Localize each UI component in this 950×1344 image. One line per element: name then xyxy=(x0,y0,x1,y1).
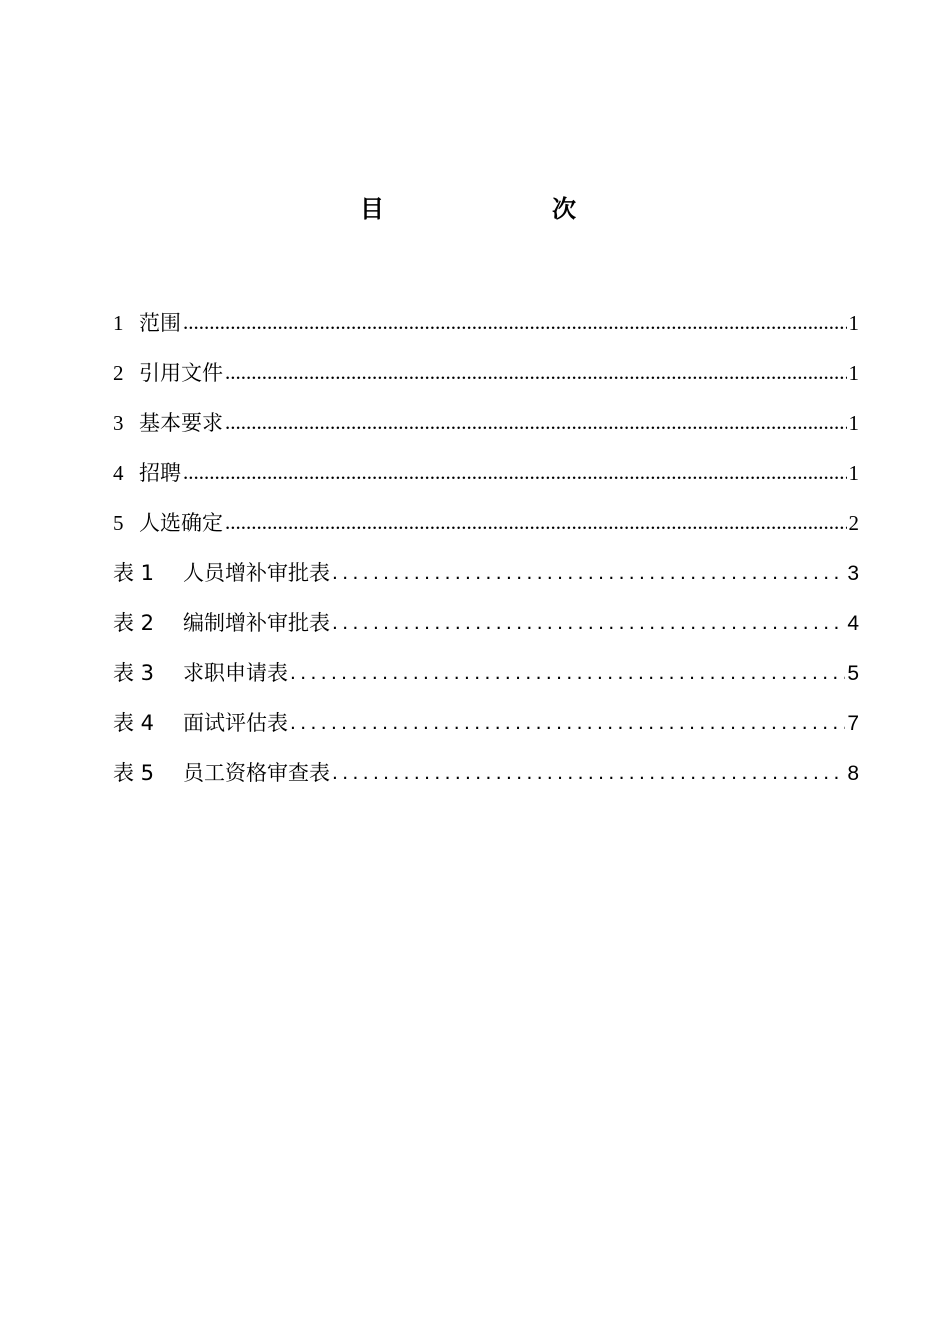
toc-entry-label: 人员增补审批表 xyxy=(183,561,330,585)
toc-entry-table-4[interactable] xyxy=(113,706,859,756)
toc-entry-page: 7 xyxy=(847,712,859,735)
toc-entry-label: 引用文件 xyxy=(139,361,223,385)
toc-entry-basic-requirements[interactable] xyxy=(113,406,859,456)
toc-entry-number: 表 4 xyxy=(113,711,155,735)
toc-entry-table-2[interactable] xyxy=(113,606,859,656)
toc-entry-number: 表 5 xyxy=(113,761,155,785)
dot-leader xyxy=(225,355,847,389)
toc-entry-number: 3 xyxy=(113,411,124,435)
dot-leader xyxy=(225,405,847,439)
toc-entry-label: 范围 xyxy=(139,311,181,335)
toc-entry-number: 5 xyxy=(113,511,124,535)
toc-entry-table-5[interactable] xyxy=(113,756,859,806)
toc-entry-page: 4 xyxy=(847,612,859,635)
toc-entry-page: 1 xyxy=(848,361,859,385)
toc-entry-number: 2 xyxy=(113,361,124,385)
toc-entry-label: 招聘 xyxy=(139,461,181,485)
toc-entry-label: 人选确定 xyxy=(139,511,223,535)
toc-entry-number: 表 3 xyxy=(113,661,155,685)
toc-entry-label: 求职申请表 xyxy=(183,661,288,685)
toc-entry-scope[interactable] xyxy=(113,306,859,356)
toc-entry-candidate-selection[interactable] xyxy=(113,506,859,556)
dot-leader xyxy=(332,606,845,640)
toc-entry-page: 2 xyxy=(848,511,859,535)
toc-entry-recruitment[interactable] xyxy=(113,456,859,506)
toc-entry-page: 1 xyxy=(848,311,859,335)
dot-leader xyxy=(183,305,847,339)
toc-entry-label: 员工资格审查表 xyxy=(183,761,330,785)
toc-entry-page: 1 xyxy=(848,461,859,485)
toc-entry-referenced-documents[interactable] xyxy=(113,356,859,406)
toc-entry-number: 1 xyxy=(113,311,124,335)
toc-entry-page: 3 xyxy=(847,562,859,585)
toc-entry-table-1[interactable] xyxy=(113,556,859,606)
toc-entry-label: 编制增补审批表 xyxy=(183,611,330,635)
page-title: 目 次 xyxy=(360,195,616,223)
toc-entry-table-3[interactable] xyxy=(113,656,859,706)
table-of-contents xyxy=(113,306,859,806)
toc-entry-number: 表 1 xyxy=(113,561,155,585)
dot-leader xyxy=(225,505,847,539)
toc-entry-page: 8 xyxy=(847,762,859,785)
toc-entry-page: 5 xyxy=(847,662,859,685)
toc-entry-label: 面试评估表 xyxy=(183,711,288,735)
dot-leader xyxy=(290,706,845,740)
dot-leader xyxy=(332,756,845,790)
toc-entry-label: 基本要求 xyxy=(139,411,223,435)
dot-leader xyxy=(290,656,845,690)
toc-entry-number: 表 2 xyxy=(113,611,155,635)
toc-entry-number: 4 xyxy=(113,461,124,485)
toc-entry-page: 1 xyxy=(848,411,859,435)
dot-leader xyxy=(332,556,845,590)
dot-leader xyxy=(183,455,847,489)
